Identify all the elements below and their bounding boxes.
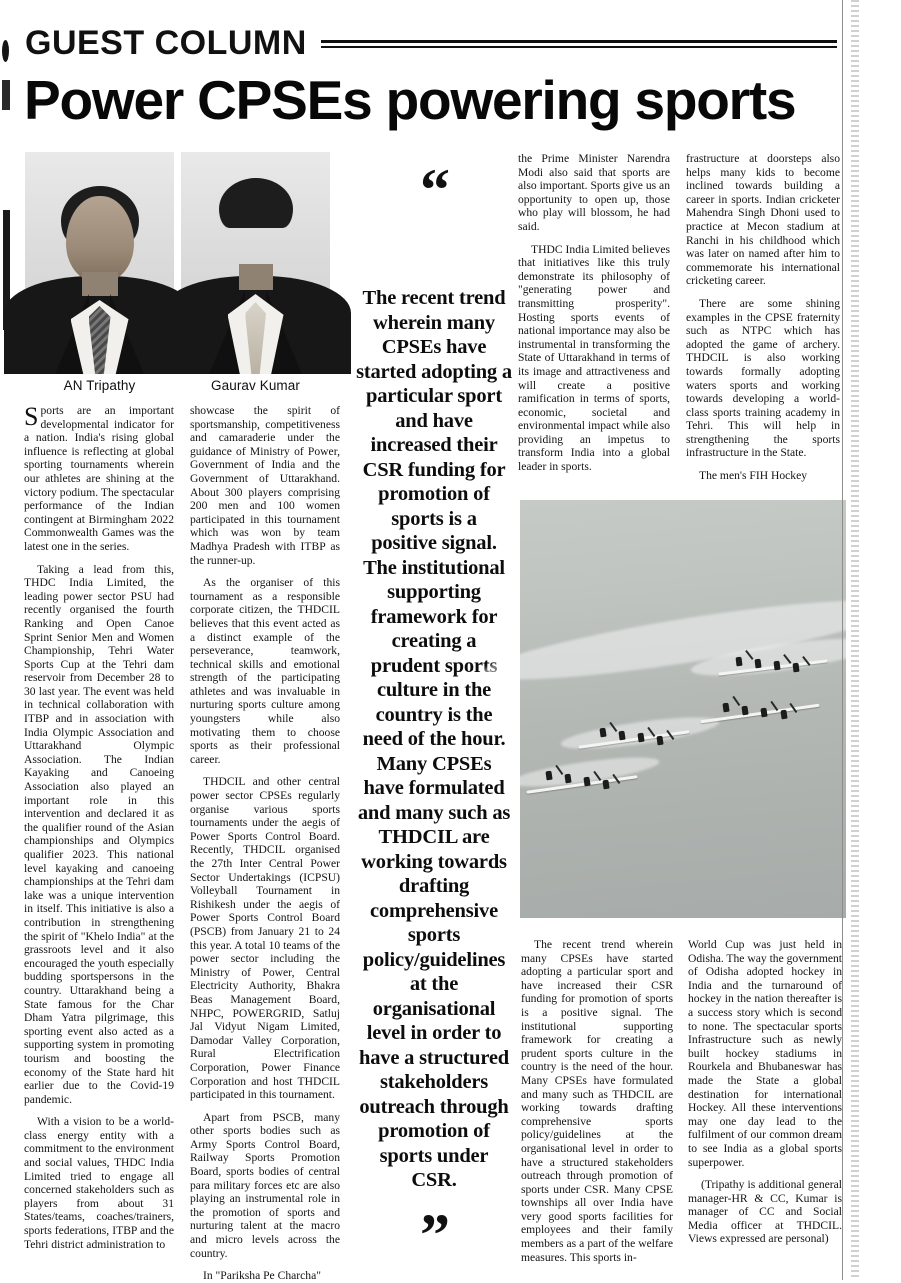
facing-page-ghost xyxy=(851,0,859,1280)
paragraph xyxy=(24,404,174,554)
paragraph: World Cup was just held in Odisha. The way the government of Odisha adopted hockey in India and the turnaround of hockey in the nation thereafter is a success story which is second to none. The spectacular sports Infrastructure such as newly built hockey stadiums in Rourkela and Bhubaneswar has made the State a global destination for international Hockey. All these interventions may one day lead to the fulfilment of our common dream to see India as a global sports superpower. xyxy=(688,938,843,1169)
author-card xyxy=(181,152,330,397)
paragraph: As the organiser of this tournament as a responsible corporate citizen, the THDCIL believes that this event acted as a distinct example of the perseverance, teamwork, technical skills and emotional strength of the participating athletes and was invaluable in nurturing sports culture among youngsters while also motivating them to choose sports as their professional career. xyxy=(190,576,340,766)
author-name: Gaurav Kumar xyxy=(211,378,300,393)
article-column-1 xyxy=(24,404,174,1266)
quote-open-icon: “ xyxy=(420,157,448,223)
paragraph: Apart from PSCB, many other sports bodies such as Army Sports Control Board, Railway Sports Promotion Board, sports bodies of central para military forces etc are also playing an instrumental role in the promotion of sports and nurturing talent at the macro and micro levels across the country. xyxy=(190,1110,340,1260)
kayak-race-photo xyxy=(520,500,846,918)
paragraph: In "Pariksha Pe Charcha" xyxy=(203,1269,321,1283)
paragraph: There are some shining examples in the CPSE fraternity such as NTPC which has adopted the game of archery. THDCIL is also working towards formally adopting waters sports and working towards developing a world-class sports training academy in Tehri. This will help in strengthening the sports infrastructure in the State. xyxy=(686,296,840,460)
quote-close-icon: ” xyxy=(420,1201,448,1268)
pull-quote-text: The recent trend wherein many CPSEs have started adopting a particular sport and have increased their CSR funding for promotion of sports is a positive signal. The institutional supporting framework for creating a prudent sports culture in the country is the need of the hour. Many CPSEs have formulated and many such as THDCIL are working towards drafting comprehensive sports policy/guidelines at the organisational level in order to have a structured stakeholders outreach through promotion of sports under CSR. xyxy=(356,287,512,1191)
paragraph: THDC India Limited believes that initiatives like this truly demonstrate its philosophy of "generating power and transmitting prosperity". Hosting sports events of national importance may also be instrumental in transforming the State of Uttarakhand in terms of its image and attractiveness and will create a positive ramification in terms of sports, economic, societal and environmental impact while also providing an impetus to transform India into a global leader in sports. xyxy=(518,242,670,474)
portrait-gaurav-kumar xyxy=(181,152,330,374)
author-card xyxy=(25,152,174,397)
article-column-5-top xyxy=(686,152,840,497)
article-column-5-bottom xyxy=(688,938,842,1266)
bleed-artifact-block xyxy=(2,80,10,110)
paragraph: THDCIL and other central power sector CPSEs regularly organise various sports tournaments under the aegis of Power Sports Control Board. Recently, THDCIL organised the 27th Inter Central Power Sector Undertakings (ICPSU) Volleyball Tournament in Rishikesh under the aegis of Power Sports Control Board (PSCB) from January 21 to 24 this year. A total 10 teams of the power sector including the Ministry of Power, Central Electricity Authority, Bhakra Beas Management Board, NHPC, POWERGRID, Satluj Jal Vidyut Nigam Limited, Damodar Valley Corporation, Rural Electrification Corporation, Power Finance Corporation and host THDCIL participated in this tournament. xyxy=(190,775,340,1102)
kicker-label: GUEST COLUMN xyxy=(25,24,307,62)
pull-quote xyxy=(356,157,512,1270)
paragraph: The recent trend wherein many CPSEs have started adopting a particular sport and have increased their CSR funding for promotion of sports is a positive signal. The institutional supporting framework for creating a prudent sports culture in the country is the need of the hour. Many CPSEs have formulated and many such as THDCIL are working towards drafting comprehensive sports policy/guidelines at the organisational level in order to have a structured stakeholders outreach through promotion of sports under CSR. Many CPSE townships all over India have very good sports facilities for employees and their family members as a part of the welfare measures. This sports in- xyxy=(521,938,673,1264)
portrait-an-tripathy xyxy=(25,152,174,374)
paragraph-text: ports are an important developmental indicator for a nation. India's rising global influence is reflecting at global sporting tournaments wherein our athletes are shining at the victory podium. The spectacular performance of the Indian contingent at Birmingham 2022 Commonwealth Games was the latest one in the series. xyxy=(24,404,174,553)
paragraph: (Tripathy is additional general manager-HR & CC, Kumar is manager of CC and Social Media officer at THDCIL. Views expressed are personal) xyxy=(688,1178,842,1246)
bleed-artifact-circle xyxy=(2,40,9,62)
paragraph: With a vision to be a world-class energy entity with a commitment to the environment and social values, THDC India Limited tried to engage all concerned stakeholders such as players from about 31 States/teams, coaches/trainers, sports federations, ITBP and the Tehri district administration to xyxy=(24,1115,174,1251)
page-title: Power CPSEs powering sports xyxy=(24,69,796,131)
kicker-double-rule xyxy=(321,40,837,48)
paragraph: The men's FIH Hockey xyxy=(699,469,808,483)
paragraph: showcase the spirit of sportsmanship, competitiveness and camaraderie under the guidance of Ministry of Power, Government of India and the Government of Uttarakhand. About 300 players comprising 200 men and 100 women participated in this tournament which was won by team Madhya Pradesh with ITBP as the runner-up. xyxy=(190,404,340,567)
article-column-2 xyxy=(190,404,340,1283)
article-column-4-top xyxy=(518,152,670,497)
article-column-4-bottom xyxy=(521,938,673,1266)
paragraph: frastructure at doorsteps also helps many kids to become inclined towards building a career in sports. Indian cricketer Mahendra Singh Dhoni used to practice at Mecon stadium at Ranchi in his childhood which was later on named after him to commemorate his international cricketing career. xyxy=(686,152,840,288)
author-name: AN Tripathy xyxy=(63,378,136,393)
guest-column-kicker-row xyxy=(25,22,837,64)
paragraph: the Prime Minister Narendra Modi also said that sports are also important. Sports give us an opportunity to open up, those who play will blossom, he had said. xyxy=(518,152,670,233)
author-photo-group xyxy=(25,152,330,397)
page-left-bleed xyxy=(0,0,9,1280)
page-edge-rule xyxy=(842,0,843,1280)
paragraph: Taking a lead from this, THDC India Limited, the leading power sector PSU had recently organised the fourth Ranking and Open Canoe Sprint Senior Men and Women Championship, Tehri Water Sports Cup at the Tehri dam reservoir from December 28 to 30 last year. The event was held in technical collaboration with ITBP and in association with India Olympic Association and Uttarakhand Olympic Association. The Indian Kayaking and Canoeing Association also played an important role in this intervention and declared it as the qualifier round of the Asian championships and Olympics qualifier 2023. This national level kayaking and canoeing championships at the Tehri dam lake was a unique intervention in itself. This initiative is also a contribution in strengthening the spirit of "Khelo India" at the grassroots level and it also encouraged the youth especially budding sportspersons in the country. Uttarakhand being a State famous for the Char Dham Yatra pilgrimage, this sporting event also acted as a supporting system in promoting tourism and boosting the economy of the State hard hit earlier due to the Covid-19 pandemic. xyxy=(24,562,174,1106)
drop-cap: S xyxy=(24,402,39,431)
